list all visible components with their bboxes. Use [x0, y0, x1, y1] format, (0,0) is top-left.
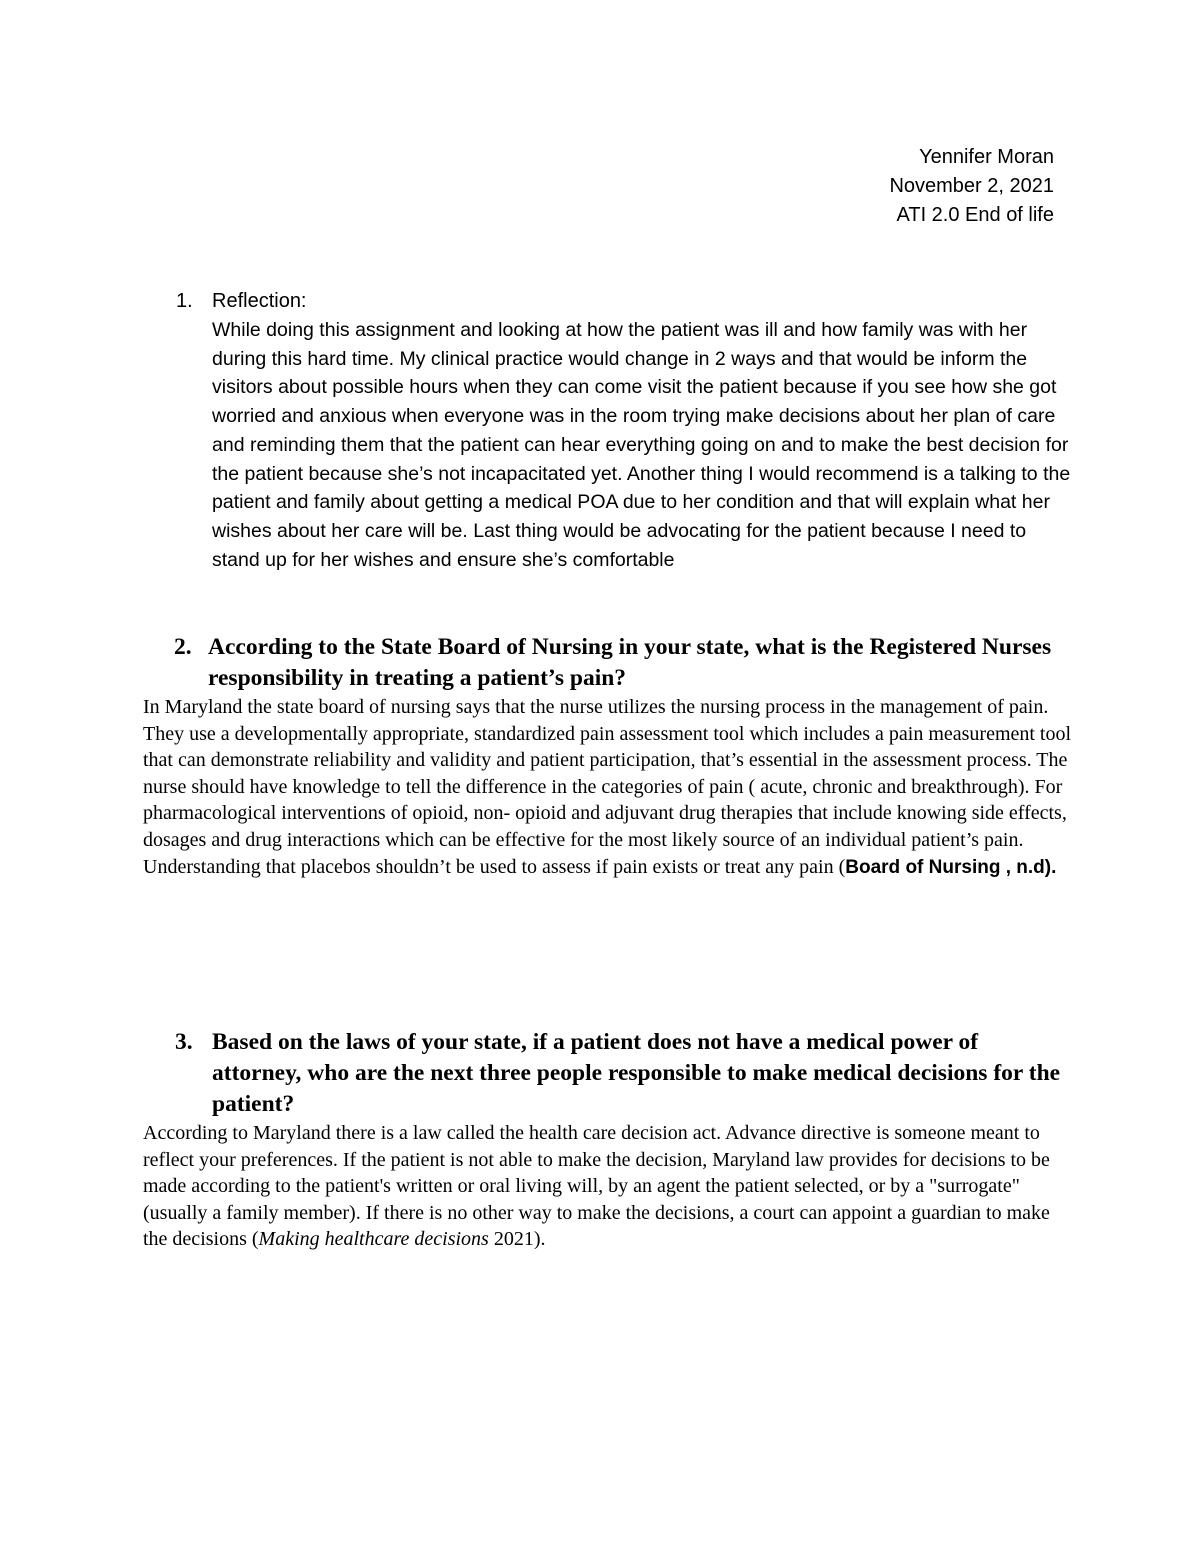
author-name: Yennifer Moran — [919, 146, 1054, 168]
q2-body-text: In Maryland the state board of nursing says that the nurse utilizes the nursing process in the management of pain. They use a developmentally appropriate, standardized pain assessment tool which includes a pain measurement tool that can demonstrate reliability and validity and patient participation, that’s essential in the assessment process. The nurse should have knowledge to tell the difference in the categories of pain ( acute, chronic and breakthrough). For pharmacological interventions of opioid, non- opioid and adjuvant drug therapies that include knowing side effects, dosages and drug interactions which can be effective for the most likely source of an individual patient’s pain. Understanding that placebos shouldn’t be used to assess if pain exists or treat any pain ( — [143, 696, 1072, 878]
q1-title: Reflection: — [212, 290, 307, 312]
course-title: ATI 2.0 End of life — [896, 204, 1054, 226]
q1-number: 1. — [176, 290, 193, 312]
q3-body-text: According to Maryland there is a law called the health care decision act. Advance directive is someone meant to reflect your preferences. If the patient is not able to make the decision, Maryland law provides for decisions to be made according to the patient's written or oral living will, by an agent the patient selected, or by a "surrogate" (usually a family member). If there is no other way to make the decisions, a court can appoint a guardian to make the decisions ( — [143, 1122, 1050, 1251]
q2-title: According to the State Board of Nursing in your state, what is the Registered Nurses responsibility in treating a patient’s pain? — [208, 634, 1052, 691]
q3-number: 3. — [175, 1029, 193, 1055]
q2-citation: Board of Nursing , n.d). — [845, 856, 1057, 878]
document-header — [889, 143, 1054, 230]
q3-citation: Making healthcare decisions — [258, 1228, 489, 1251]
q2-number: 2. — [174, 634, 192, 660]
q3-body — [143, 1120, 1078, 1253]
document-date: November 2, 2021 — [889, 175, 1054, 197]
q2-body — [143, 694, 1073, 881]
q3-title: Based on the laws of your state, if a patient does not have a medical power of attorney, who are the next three people responsible to make medical decisions for the patient? — [212, 1029, 1061, 1117]
q1-body: While doing this assignment and looking at how the patient was ill and how family was with her during this hard time. My clinical practice would change in 2 ways and that would be inform the visitors about possible hours when they can come visit the patient because if you see how she got worried and anxious when everyone was in the room trying make decisions about her plan of care and reminding them that the patient can hear everything going on and to make the best decision for the patient because she’s not incapacitated yet. Another thing I would recommend is a talking to the patient and family about getting a medical POA due to her condition and that will explain what her wishes about her care will be. Last thing would be advocating for the patient because I need to stand up for her wishes and ensure she’s comfortable — [212, 319, 1071, 571]
q3-citation-after: 2021). — [488, 1228, 546, 1251]
